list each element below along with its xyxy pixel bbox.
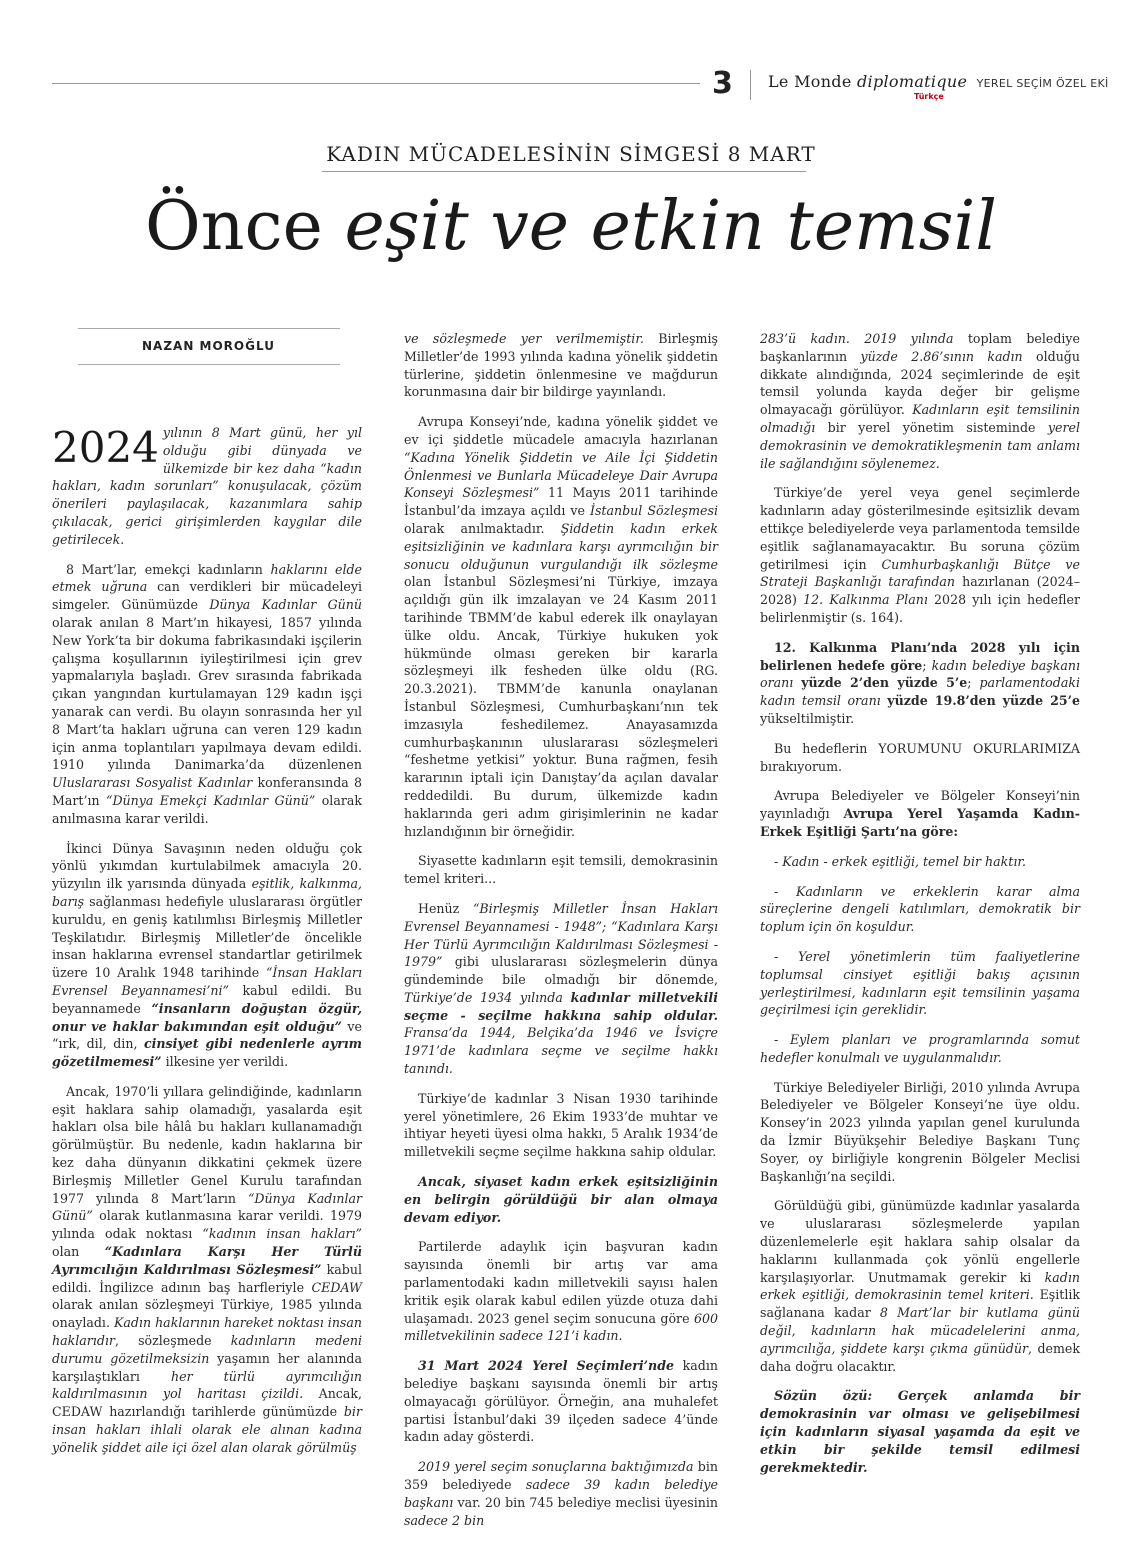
lead-paragraph: 2024 yılının 8 Mart günü, her yıl olduğu gibi dünyada ve ülkemizde bir kez daha “kadın hakları, kadın sorunları” konuşulacak, çözüm önerileri paylaşılacak, kazanımlara sahip çıkılacak, gerici girişimlerden kaygılar dile getirilecek. [52, 423, 362, 547]
header-separator [750, 70, 751, 100]
brand-sub: Türkçe [914, 92, 944, 101]
article-kicker: KADIN MÜCADELESİNİN SİMGESİ 8 MART [326, 142, 816, 166]
paragraph: - Kadın - erkek eşitliği, temel bir haktır. [774, 853, 1027, 869]
paragraph: - Yerel yönetimlerin tüm faaliyetlerine toplumsal cinsiyet eşitliği bakış açısının yerleştirilmesi, kadınların eşit temsilinin yaşama geçirilmesi için gereklidir. [760, 948, 1080, 1018]
paragraph: 31 Mart 2024 Yerel Seçimleri’nde kadın belediye başkanı sayısında önemli bir artış olmayacağı görülüyor. Örneğin, ana muhalefet partisi İstanbul’daki 39 ilçeden sadece 4’ünde kadın aday gösterdi. [404, 1358, 719, 1445]
paragraph: İkinci Dünya Savaşının neden olduğu çok yönlü yıkımdan kurtulabilmek amacıyla 20. yüzyılın ilk yarısında dünyada eşitlik, kalkınma, barış sağlanması hedefiyle uluslararası örgütler kuruldu, en geniş katılımlısı Birleşmiş Milletler Teşkilatıdır. Birleşmiş Milletler’de öncelikle insan haklarına evrensel standartlar getirilmek üzere 10 Aralık 1948 tarihinde “İnsan Hakları Evrensel Beyannamesi’ni” kabul edildi. Bu beyannamede “insanların doğuştan özgür, onur ve haklar bakımından eşit olduğu” ve “ırk, dil, din, cinsiyet gibi nedenlerle ayrım gözetilmemesi” ilkesine yer verildi. [52, 840, 363, 1070]
paragraph: Türkiye Belediyeler Birliği, 2010 yılında Avrupa Belediyeler ve Bölgeler Konseyi’ne üye oldu. Konsey’in 2023 yılında yapılan genel kurulunda da İzmir Büyükşehir Belediye Başkanı Tunç Soyer, oy birliğiyle kongrenin Bölgeler Meclisi Başkanlığı’na seçildi. [760, 1079, 1080, 1184]
paragraph: Henüz “Birleşmiş Milletler İnsan Hakları Evrensel Beyannamesi - 1948”; “Kadınlara Karşı Her Türlü Ayrımcılığın Kaldırılması Sözleşmesi - 1979” gibi uluslararası sözleşmelerin dünya gündeminde bile olmadığı bir dönemde, Türkiye’de 1934 yılında kadınlar milletvekili seçme - seçilme hakkına sahip oldular. Fransa’da 1944, Belçika’da 1946 ve İsviçre 1971’de kadınlara seçme ve seçilme hakkı tanındı. [404, 900, 719, 1077]
article-title [0, 187, 1142, 266]
paragraph: Görüldüğü gibi, günümüzde kadınlar yasalarda ve uluslararası sözleşmelerde yapılan düzenlemelerle eşit haklara sahip olsalar da haklarını kullanmada çok yönlü engellerle karşılaşıyorlar. Unutmamak gerekir ki kadın erkek eşitliği, demokrasinin temel kriteri. Eşitlik sağlanana kadar 8 Mart’lar bir kutlama günü değil, kadınların hak mücadelelerini anma, ayrımcılığa, şiddete karşı çıkma günüdür, demek daha doğru olacaktır. [760, 1198, 1081, 1374]
brand-le-monde: Le Monde [768, 72, 852, 91]
brand-diplomatique: diplomatique [857, 72, 968, 91]
title-plain: Önce [145, 187, 345, 266]
kicker-rule [322, 171, 806, 172]
paragraph: Bu hedeflerin YORUMUNU OKURLARIMIZA bırakıyorum. [760, 740, 1080, 774]
paragraph: - Kadınların ve erkeklerin karar alma süreçlerine dengeli katılımları, demokratik bir toplum için ön koşuldur. [760, 883, 1080, 935]
brand-edition: YEREL SEÇİM ÖZEL EKİ [976, 77, 1109, 90]
page-number: 3 [712, 66, 733, 101]
paragraph: ve sözleşmede yer verilmemiştir. Birleşmiş Milletler’de 1993 yılında kadına yönelik şiddetin türlerine, şiddetin önlenmesine ve mağdurun korunmasına dair bir bildirge yayınlandı. [404, 331, 718, 400]
paragraph: Sözün özü: Gerçek anlamda bir demokrasinin var olması ve gelişebilmesi için kadınların siyasal yaşamda da eşit ve etkin bir şekilde temsil edilmesi gerekmektedir. [760, 1388, 1080, 1475]
paragraph: 8 Mart’lar, emekçi kadınların haklarını elde etmek uğruna can verdikleri bir mücadeleyi simgeler. Günümüzde Dünya Kadınlar Günü olarak anılan 8 Mart’ın hikayesi, 1857 yılında New York’ta bir dokuma fabrikasındaki işçilerin çalışma koşullarının iyileştirilmesi için grev yapmalarıyla başladı. Grev sırasında fabrikada çıkan yangından kurtulamayan 129 kadın işçi yanarak can verdi. Bu olayın sonrasında her yıl 8 Mart’ta hakları uğruna can veren 129 kadın için anma toplantıları yapılmaya devam edildi. 1910 yılında Danimarka’da düzenlenen Uluslararası Sosyalist Kadınlar konferansında 8 Mart’ın “Dünya Emekçi Kadınlar Günü” olarak anılmasına karar verildi. [52, 561, 362, 826]
title-italic: eşit ve etkin temsil [344, 187, 997, 266]
paragraph: Ancak, siyaset kadın erkek eşitsizliğinin en belirgin görüldüğü bir alan olmaya devam ediyor. [404, 1174, 718, 1225]
paragraph: 2019 yerel seçim sonuçlarına baktığımızda bin 359 belediyede sadece 39 kadın belediye başkanı var. 20 bin 745 belediye meclisi üyesinin sadece 2 bin [404, 1459, 718, 1528]
paragraph: Avrupa Konseyi’nde, kadına yönelik şiddet ve ev içi şiddetle mücadele amacıyla hazırlanan “Kadına Yönelik Şiddetin ve Aile İçi Şiddetin Önlenmesi ve Bunlarla Mücadeleye Dair Avrupa Konseyi Sözleşmesi” 11 Mayıs 2011 tarihinde İstanbul’da imzaya açıldı ve İstanbul Sözleşmesi olarak anılmaktadır. Şiddetin kadın erkek eşitsizliğinin ve kadınlara karşı ayrımcılığın bir sonucu olduğunun vurgulandığı ilk sözleşme olan İstanbul Sözleşmesi’ni Türkiye, imzaya açıldığı gün ilk imzalayan ve 24 Kasım 2011 tarihinde TBMM’de kabul ederek ilk onaylayan ülke oldu. Ancak, Türkiye hukuken yok hükmünde olması gereken bir kararla sözleşmeyi ilk fesheden ülke oldu (RG. 20.3.2021). TBMM’de kanunla onaylanan İstanbul Sözleşmesi, Cumhurbaşkanı’nın tek imzasıyla feshedilemez. Anayasamızda cumhurbaşkanının uluslararası sözleşmeleri “feshetme yetkisi” yoktur. Buna rağmen, fesih kararının iptali için Danıştay’da açılan davalar reddedildi. Bu durum, ülkemizde kadın haklarında geri adım girişimlerinin ne kadar hızlandığının bir örneğidir. [404, 414, 718, 839]
author-name: NAZAN MOROĞLU [142, 339, 275, 353]
paragraph: Türkiye’de kadınlar 3 Nisan 1930 tarihinde yerel yönetimlere, 26 Ekim 1933’de muhtar ve ihtiyar heyeti üyesi olma hakkı, 5 Aralık 1934’de milletvekili seçme seçilme hakkına sahip oldular. [404, 1090, 718, 1160]
dropcap-year: 2024 [52, 423, 159, 472]
column-3 [760, 330, 1080, 1488]
column-1 [52, 424, 362, 1469]
paragraph: Türkiye’de yerel veya genel seçimlerde kadınların aday gösterilmesinde eşitsizlik devam ettikçe belediyelerde veya parlamentoda temsilde eşitlik sağlanamayacaktır. Bu soruna çözüm getirilmesi için Cumhurbaşkanlığı Bütçe ve Strateji Başkanlığı tarafından hazırlanan (2024–2028) 12. Kalkınma Planı 2028 yılı için hedefler belirlenmiştir (s. 164). [760, 485, 1080, 625]
paragraph: Ancak, 1970’li yıllara gelindiğinde, kadınların eşit haklara sahip olamadığı, yasalarda eşit hakları olsa bile hâlâ bu hakları kullanamadığı görülmüştür. Bu nedenle, kadın haklarına bir kez daha dünyanın dikkatini çekmek üzere Birleşmiş Milletler Genel Kurulu tarafından 1977 yılında 8 Mart’ların “Dünya Kadınlar Günü” olarak kutlanmasına karar verildi. 1979 yılında odak noktası “kadının insan hakları” olan “Kadınlara Karşı Her Türlü Ayrımcılığın Kaldırılması Sözleşmesi” kabul edildi. İngilizce adının baş harfleriyle CEDAW olarak anılan sözleşmeyi Türkiye, 1985 yılında onayladı. Kadın haklarının hareket noktası insan haklarıdır, sözleşmede kadınların medeni durumu gözetilmeksizin yaşamın her alanında karşılaştıkları her türlü ayrımcılığın kaldırılmasının yol haritası çizildi. Ancak, CEDAW hazırlandığı tarihlerde günümüzde bir insan hakları ihlali olarak ele alınan kadına yönelik şiddet aile içi özel alan olarak görülmüş [52, 1083, 363, 1455]
paragraph: - Eylem planları ve programlarında somut hedefler konulmalı ve uygulanmalıdır. [760, 1032, 1080, 1065]
masthead-brand [768, 72, 1109, 91]
paragraph: Avrupa Belediyeler ve Bölgeler Konseyi’nin yayınladığı Avrupa Yerel Yaşamda Kadın-Erkek Eşitliği Şartı’na göre: [760, 788, 1080, 839]
column-2 [404, 330, 718, 1541]
paragraph: Partilerde adaylık için başvuran kadın sayısında önemli bir artış var ama parlamentodaki kadın milletvekili sayısı halen kritik eşik olarak kabul edilen yüzde otuza dahi ulaşamadı. 2023 genel seçim sonucuna göre 600 milletvekilinin sadece 121’i kadın. [404, 1239, 718, 1344]
paragraph: 283’ü kadın. 2019 yılında toplam belediye başkanlarının yüzde 2.86’sının kadın olduğu dikkate alındığında, 2024 seçimlerinde de eşit temsil yolunda kayda değer bir gelişme olmayacağı görülüyor. Kadınların eşit temsilinin olmadığı bir yerel yönetim sisteminde yerel demokrasinin ve demokratikleşmenin tam anlamı ile sağlandığını söylenemez. [760, 331, 1081, 471]
paragraph: Siyasette kadınların eşit temsili, demokrasinin temel kriteri... [404, 853, 718, 887]
paragraph: 12. Kalkınma Planı’nda 2028 yılı için belirlenen hedefe göre; kadın belediye başkanı oranı yüzde 2’den yüzde 5’e; parlamentodaki kadın temsil oranı yüzde 19.8’den yüzde 25’e yükseltilmiştir. [760, 639, 1081, 726]
header-rule [52, 83, 700, 84]
